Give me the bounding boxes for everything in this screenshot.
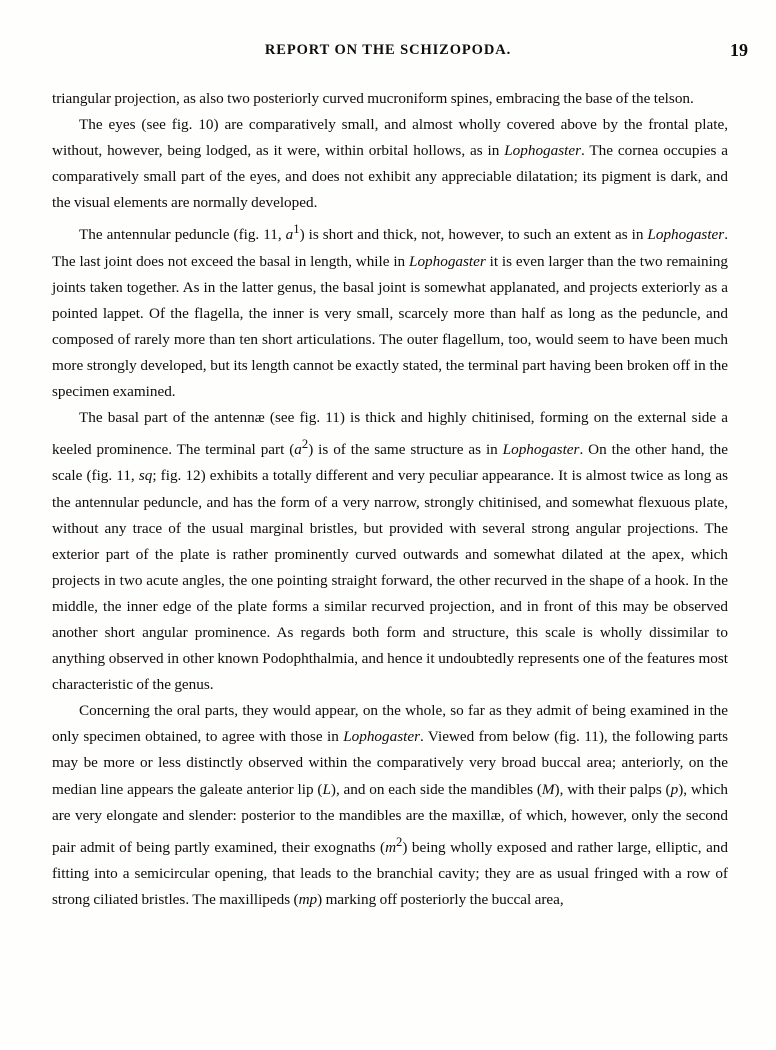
page-title: REPORT ON THE SCHIZOPODA. — [264, 42, 512, 58]
paragraph-p1: triangular projection, as also two posteriorly curved mucroniform spines, embracing the base of the telson. — [52, 90, 694, 107]
paragraph-p3: The antennular peduncle (fig. 11, $a^1$) is short and thick, not, however, to such an extent as in Lophogaster. The last joint does not exceed the basal in length, while in Lophogaster it is even larger than the two remaining joints taken together. As in the latter genus, the basal joint is somewhat applanated, and projects exteriorly as a pointed lappet. Of the flagella, the inner is very small, scarcely more than half as long as the peduncle, and composed of rarely more than ten short articulations. The outer flagellum, too, would seem to have been much more strongly developed, but its length cannot be exactly stated, the terminal part having been broken off in the specimen examined. — [52, 222, 729, 401]
paragraph-p5: Concerning the oral parts, they would appear, on the whole, so far as they admit of being examined in the only specimen obtained, to agree with those in Lophogaster. Viewed from below (fig. 11), the following parts may be more or less distinctly observed within the comparatively very broad buccal area; anteriorly, on the median line appears the galeate anterior lip (L), and on each side the mandibles (M), with their palps (p), which are very elongate and slender: posterior to the mandibles are the maxillæ, of which, however, only the second pair admit of being partly examined, their exognaths $(m^2)$ being wholly exposed and rather large, elliptic, and fitting into a semicircular opening, that leads to the branchial cavity; they are as usual fringed with a row of strong ciliated bristles. The maxillipeds (mp) marking off posteriorly the buccal area, — [52, 702, 729, 908]
running-head — [0, 42, 776, 64]
page-number: 19 — [730, 40, 748, 60]
paragraph-p2: The eyes (see fig. 10) are comparatively small, and almost wholly covered above by the frontal plate, without, however, being lodged, as it were, within orbital hollows, as in Lophogaster. The cornea occupies a comparatively small part of the eyes, and does not exhibit any appreciable dilatation; its pigment is dark, and the visual elements are normally developed. — [52, 116, 728, 212]
paragraph-p4: The basal part of the antennæ (see fig. 11) is thick and highly chitinised, forming on the external side a keeled prominence. The terminal part $(a^2)$ is of the same structure as in Lophogaster. On the other hand, the scale (fig. 11, sq; fig. 12) exhibits a totally different and very peculiar appearance. It is almost twice as long as the antennular peduncle, and has the form of a very narrow, strongly chitinised, and somewhat flexuous plate, without any trace of the usual marginal bristles, but provided with several strong angular projections. The exterior part of the plate is rather prominently curved outwards and somewhat dilated at the apex, which projects in two acute angles, the one pointing straight forward, the other recurved in the shape of a hook. In the middle, the inner edge of the plate forms a similar recurved projection, and in front of this may be observed another short angular prominence. As regards both form and structure, this scale is wholly dissimilar to anything observed in other known Podophthalmia, and hence it undoubtedly represents one of the features most characteristic of the genus. — [52, 409, 729, 694]
body-text — [52, 86, 728, 913]
